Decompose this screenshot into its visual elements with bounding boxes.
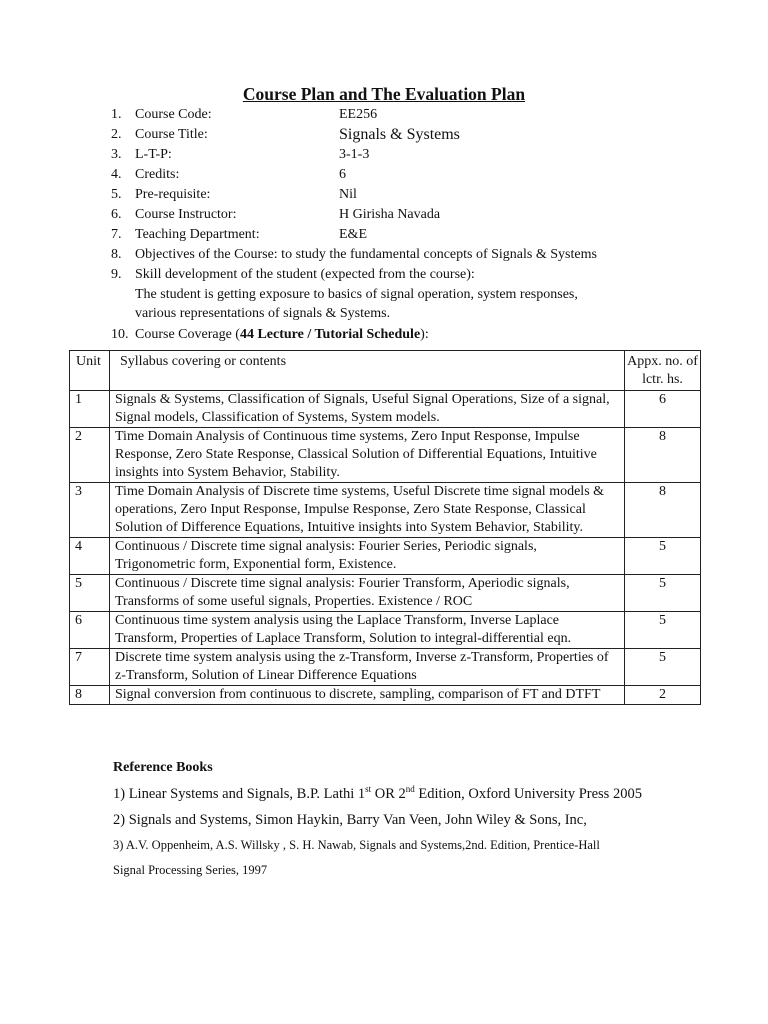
info-instructor bbox=[111, 205, 441, 225]
table-row bbox=[70, 428, 701, 483]
hours-cell: 8 bbox=[625, 483, 701, 538]
info-department bbox=[111, 225, 367, 245]
unit-cell: 1 bbox=[70, 391, 110, 428]
info-number: 9. bbox=[111, 267, 122, 282]
hours-cell: 5 bbox=[625, 538, 701, 575]
info-number: 6. bbox=[111, 207, 122, 222]
reference-2: 2) Signals and Systems, Simon Haykin, Barry Van Veen, John Wiley & Sons, Inc, bbox=[113, 812, 587, 828]
reference-books-heading: Reference Books bbox=[113, 760, 213, 775]
info-number: 4. bbox=[111, 167, 122, 182]
info-course-code bbox=[111, 105, 378, 125]
hours-cell: 5 bbox=[625, 575, 701, 612]
info-label: Teaching Department: bbox=[135, 227, 260, 242]
coverage-bold: 44 Lecture / Tutorial Schedule bbox=[239, 327, 421, 342]
info-credits bbox=[111, 165, 346, 185]
table-header-row bbox=[70, 351, 701, 391]
page-title: Course Plan and The Evaluation Plan bbox=[242, 84, 526, 104]
objectives-text: Objectives of the Course: to study the fundamental concepts of Signals & Systems bbox=[135, 247, 597, 262]
ref1-part-b: OR 2 bbox=[371, 786, 406, 802]
table-row bbox=[70, 686, 701, 705]
contents-cell: Continuous / Discrete time signal analysis: Fourier Transform, Aperiodic signals, Transforms of some useful signals, Properties. Existence / ROC bbox=[110, 575, 625, 612]
ref1-part-a: 1) Linear Systems and Signals, B.P. Lathi 1 bbox=[113, 786, 366, 802]
info-label: Pre-requisite: bbox=[135, 187, 211, 202]
table-row bbox=[70, 649, 701, 686]
contents-cell: Discrete time system analysis using the z-Transform, Inverse z-Transform, Properties of z-Transform, Solution of Linear Difference Equations bbox=[110, 649, 625, 686]
info-number: 1. bbox=[111, 107, 122, 122]
info-prerequisite bbox=[111, 185, 357, 205]
info-value: 6 bbox=[339, 167, 346, 182]
coverage-text bbox=[135, 325, 429, 345]
ref1-sup-1: st bbox=[365, 784, 372, 794]
info-value: 3-1-3 bbox=[339, 147, 370, 162]
contents-cell: Signal conversion from continuous to discrete, sampling, comparison of FT and DTFT bbox=[110, 686, 625, 705]
syllabus-table bbox=[69, 350, 701, 705]
info-ltp bbox=[111, 145, 370, 165]
header-unit: Unit bbox=[70, 351, 110, 391]
info-value: Nil bbox=[339, 187, 357, 202]
info-number: 3. bbox=[111, 147, 122, 162]
contents-cell: Time Domain Analysis of Continuous time systems, Zero Input Response, Impulse Response, Zero State Response, Classical Solution of Differential Equations, Intuitive insights into System Behavior, Stability. bbox=[110, 428, 625, 483]
ref1-sup-2: nd bbox=[405, 784, 415, 794]
contents-cell: Signals & Systems, Classification of Signals, Useful Signal Operations, Size of a signal, Signal models, Classification of Systems, System models. bbox=[110, 391, 625, 428]
header-contents: Syllabus covering or contents bbox=[110, 351, 625, 391]
info-label: Course Title: bbox=[135, 127, 208, 142]
contents-cell: Time Domain Analysis of Discrete time systems, Useful Discrete time signal models & operations, Zero Input Response, Impulse Response, Zero State Response, Classical Solution of Difference Equations, Intuitive insights into System Behavior, Stability. bbox=[110, 483, 625, 538]
info-value: E&E bbox=[339, 227, 367, 242]
reference-3-line-1: 3) A.V. Oppenheim, A.S. Willsky , S. H. Nawab, Signals and Systems,2nd. Edition, Prentice-Hall bbox=[113, 838, 600, 852]
hours-cell: 2 bbox=[625, 686, 701, 705]
table-row bbox=[70, 391, 701, 428]
info-number: 2. bbox=[111, 127, 122, 142]
contents-cell: Continuous / Discrete time signal analysis: Fourier Series, Periodic signals, Trigonometric form, Exponential form, Existence. bbox=[110, 538, 625, 575]
table-row bbox=[70, 538, 701, 575]
table-row bbox=[70, 612, 701, 649]
unit-cell: 8 bbox=[70, 686, 110, 705]
info-value: Signals & Systems bbox=[339, 126, 460, 143]
hours-cell: 8 bbox=[625, 428, 701, 483]
hours-cell: 6 bbox=[625, 391, 701, 428]
skill-line-1: The student is getting exposure to basics of signal operation, system responses, bbox=[135, 287, 578, 302]
info-number: 5. bbox=[111, 187, 122, 202]
unit-cell: 4 bbox=[70, 538, 110, 575]
info-number: 8. bbox=[111, 247, 122, 262]
coverage-prefix: Course Coverage ( bbox=[135, 327, 240, 342]
info-value: H Girisha Navada bbox=[339, 207, 441, 222]
unit-cell: 2 bbox=[70, 428, 110, 483]
info-number: 10. bbox=[111, 327, 129, 342]
info-value: EE256 bbox=[339, 107, 378, 122]
hours-cell: 5 bbox=[625, 649, 701, 686]
skill-text: Skill development of the student (expected from the course): bbox=[135, 267, 475, 282]
contents-cell: Continuous time system analysis using the Laplace Transform, Inverse Laplace Transform, Properties of Laplace Transform, Solution to integral-differential eqn. bbox=[110, 612, 625, 649]
unit-cell: 7 bbox=[70, 649, 110, 686]
info-label: Credits: bbox=[135, 167, 180, 182]
table-row bbox=[70, 483, 701, 538]
hours-cell: 5 bbox=[625, 612, 701, 649]
info-coverage bbox=[111, 325, 429, 345]
info-objectives bbox=[111, 245, 597, 265]
ref1-part-c: Edition, Oxford University Press 2005 bbox=[414, 786, 642, 802]
info-label: Course Instructor: bbox=[135, 207, 237, 222]
info-label: L-T-P: bbox=[135, 147, 172, 162]
skill-line-2: various representations of signals & Systems. bbox=[135, 306, 391, 321]
unit-cell: 6 bbox=[70, 612, 110, 649]
info-label: Course Code: bbox=[135, 107, 212, 122]
coverage-suffix: ): bbox=[420, 327, 429, 342]
unit-cell: 5 bbox=[70, 575, 110, 612]
reference-3-line-2: Signal Processing Series, 1997 bbox=[113, 863, 268, 877]
unit-cell: 3 bbox=[70, 483, 110, 538]
header-hours: Appx. no. of lctr. hs. bbox=[625, 351, 701, 391]
table-row bbox=[70, 575, 701, 612]
info-skill bbox=[111, 265, 475, 285]
info-number: 7. bbox=[111, 227, 122, 242]
reference-1 bbox=[113, 786, 642, 803]
info-course-title bbox=[111, 125, 460, 145]
